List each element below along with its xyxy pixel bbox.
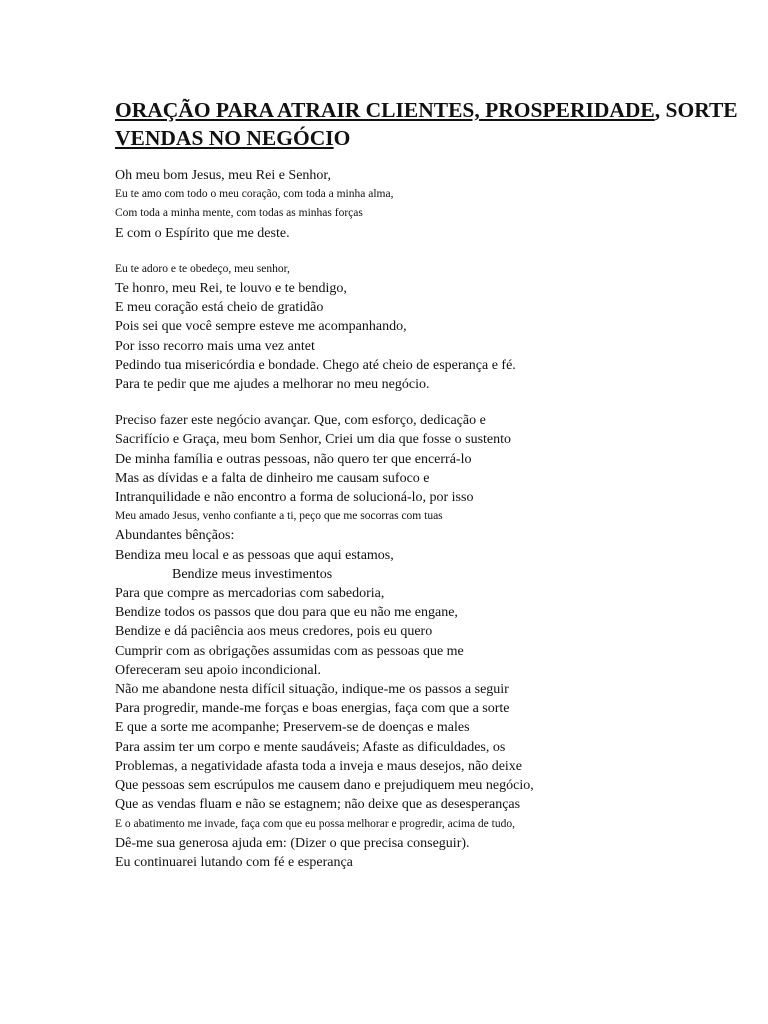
prayer-line: Que pessoas sem escrúpulos me causem dano e prejudiquem meu negócio,: [115, 778, 534, 794]
prayer-line: Eu continuarei lutando com fé e esperança: [115, 854, 353, 870]
prayer-line: Mas as dívidas e a falta de dinheiro me causam sufoco e: [115, 470, 430, 486]
prayer-line: E o abatimento me invade, faça com que eu possa melhorar e progredir, acima de tudo,: [115, 817, 515, 830]
prayer-line: Bendiza meu local e as pessoas que aqui estamos,: [115, 547, 394, 563]
prayer-line: Com toda a minha mente, com todas as minhas forças: [115, 207, 363, 220]
prayer-line: Meu amado Jesus, venho confiante a ti, peço que me socorras com tuas: [115, 510, 443, 523]
prayer-line: Te honro, meu Rei, te louvo e te bendigo,: [115, 281, 347, 297]
title-line-2: [115, 126, 350, 150]
prayer-line: Por isso recorro mais uma vez antet: [115, 338, 315, 354]
prayer-body: [115, 166, 768, 872]
prayer-line: Problemas, a negatividade afasta toda a inveja e maus desejos, não deixe: [115, 758, 523, 774]
prayer-line: E que a sorte me acompanhe; Preservem-se de doenças e males: [115, 720, 470, 736]
prayer-line: De minha família e outras pessoas, não quero ter que encerrá-lo: [115, 451, 472, 467]
prayer-line: Intranquilidade e não encontro a forma de solucioná-lo, por isso: [115, 490, 474, 506]
title-line-1-underlined: ORAÇÃO PARA ATRAIR CLIENTES, PROSPERIDADE: [115, 98, 655, 122]
prayer-line: Eu te adoro e te obedeço, meu senhor,: [115, 262, 290, 275]
prayer-line: Para te pedir que me ajudes a melhorar no meu negócio.: [115, 377, 430, 393]
prayer-line: Bendize meus investimentos: [172, 566, 333, 582]
prayer-line: Que as vendas fluam e não se estagnem; não deixe que as desesperanças: [115, 797, 521, 813]
prayer-line: Oh meu bom Jesus, meu Rei e Senhor,: [115, 168, 332, 183]
prayer-line: Para que compre as mercadorias com sabedoria,: [115, 586, 385, 602]
title-line-2-underlined: VENDAS NO NEGÓCI: [115, 126, 334, 150]
prayer-line: Ofereceram seu apoio incondicional.: [115, 662, 322, 678]
prayer-line: Eu te amo com todo o meu coração, com toda a minha alma,: [115, 188, 394, 201]
prayer-line: Dê-me sua generosa ajuda em: (Dizer o que precisa conseguir).: [115, 835, 470, 851]
prayer-line: Para progredir, mande-me forças e boas energias, faça com que a sorte: [115, 701, 510, 717]
prayer-line: Bendize e dá paciência aos meus credores, pois eu quero: [115, 624, 433, 640]
prayer-line: Não me abandone nesta difícil situação, indique-me os passos a seguir: [115, 682, 509, 698]
prayer-line: E meu coração está cheio de gratidão: [115, 300, 324, 316]
title-line-1-rest: , SORTE: [654, 98, 738, 122]
prayer-line: Abundantes bênçãos:: [115, 528, 235, 544]
prayer-line: Bendize todos os passos que dou para que eu não me engane,: [115, 605, 458, 621]
title-line-2-rest: O: [333, 126, 351, 150]
prayer-line: Pedindo tua misericórdia e bondade. Chego até cheio de esperança e fé.: [115, 357, 516, 373]
prayer-line: Sacrifício e Graça, meu bom Senhor, Criei um dia que fosse o sustento: [115, 432, 512, 448]
prayer-line: Preciso fazer este negócio avançar. Que, com esforço, dedicação e: [115, 413, 486, 429]
prayer-line: Para assim ter um corpo e mente saudáveis; Afaste as dificuldades, os: [115, 739, 506, 755]
document-page: [115, 96, 768, 872]
prayer-line: E com o Espírito que me deste.: [115, 225, 290, 241]
title-line-1: [115, 98, 738, 122]
stanza-gap: [115, 243, 768, 260]
stanza-gap: [115, 394, 768, 411]
prayer-line: Pois sei que você sempre esteve me acompanhando,: [115, 319, 407, 335]
document-title: [115, 96, 768, 152]
prayer-line: Cumprir com as obrigações assumidas com as pessoas que me: [115, 643, 464, 659]
